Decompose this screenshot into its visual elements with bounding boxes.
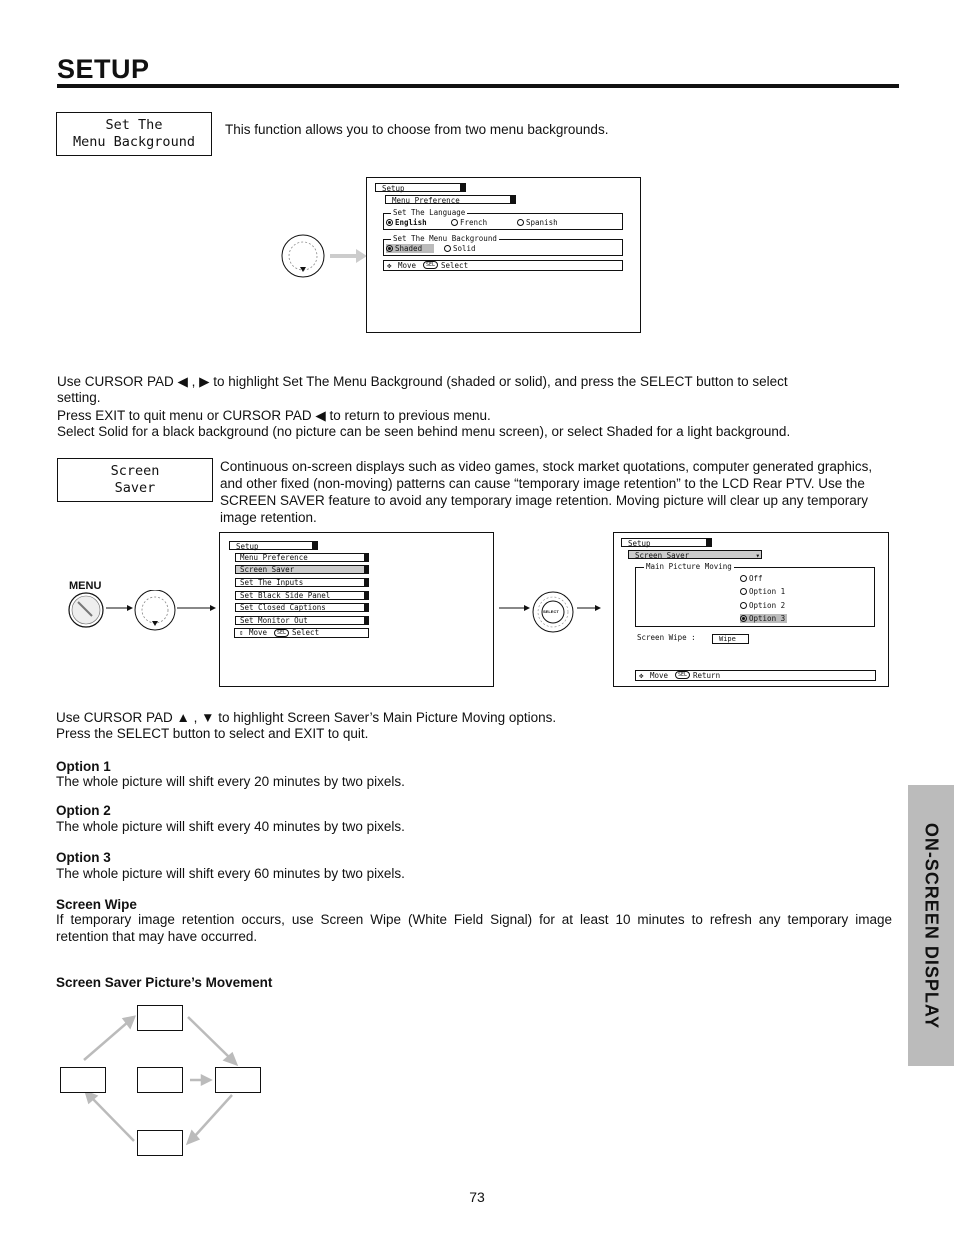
menu-item[interactable]: Menu Preference	[235, 553, 369, 562]
move-arrows-icon: ✥	[639, 671, 644, 680]
label-line: Saver	[114, 480, 156, 496]
movement-box-left	[60, 1067, 106, 1093]
background-group	[383, 234, 623, 256]
screen-wipe-heading: Screen Wipe	[56, 897, 137, 912]
option-1-heading: Option 1	[56, 759, 111, 774]
option-3-text: The whole picture will shift every 60 minutes by two pixels.	[56, 866, 405, 881]
movement-box-center	[137, 1067, 183, 1093]
option-2-heading: Option 2	[56, 803, 111, 818]
off-radio[interactable]: Off	[740, 574, 763, 583]
footer-move: Move	[249, 628, 268, 637]
move-arrows-icon: ✥	[387, 261, 392, 270]
menu-button-label: MENU	[69, 580, 102, 592]
screen-wipe-button[interactable]: Wipe	[712, 634, 749, 644]
screen-footer	[635, 670, 876, 681]
movement-box-bottom	[137, 1130, 183, 1156]
footer-select: Select	[441, 261, 469, 270]
footer-move: Move	[650, 671, 669, 680]
screen-footer	[383, 260, 623, 271]
section2-intro: Continuous on-screen displays such as video games, stock market quotations, computer generated graphics,	[220, 459, 873, 474]
language-group	[383, 208, 623, 230]
english-radio[interactable]: English	[386, 218, 427, 227]
screen-title-bar: Setup	[621, 538, 712, 547]
label-line: Set The	[105, 117, 163, 133]
menu-item[interactable]: Set Black Side Panel	[235, 591, 369, 600]
section-side-tab	[908, 785, 954, 1066]
screen-submenu-bar: Menu Preference	[385, 195, 516, 204]
side-tab-label: ON-SCREEN DISPLAY	[921, 822, 942, 1029]
main-picture-moving-group	[635, 562, 875, 627]
screen-title-bar: Setup	[375, 183, 466, 192]
section2-instruction: Press the SELECT button to select and EXIT to quit.	[56, 726, 369, 741]
screen-footer	[234, 628, 369, 638]
movement-box-right	[215, 1067, 261, 1093]
section2-instruction: Use CURSOR PAD ▲ , ▼ to highlight Screen Saver’s Main Picture Moving options.	[56, 710, 557, 725]
menu-item[interactable]: Set Monitor Out	[235, 616, 369, 625]
sel-button-icon: SEL	[274, 629, 289, 637]
page-number: 73	[469, 1189, 485, 1205]
section2-intro: and other fixed (non-moving) patterns can cause “temporary image retention” to the LCD Rear PTV. Use the	[220, 476, 865, 491]
updown-arrows-icon: ⇕	[239, 628, 244, 637]
set-menu-background-label	[56, 112, 212, 156]
section2-intro: SCREEN SAVER feature to avoid any temporary image retention. Moving picture will clear up any temporary	[220, 493, 869, 508]
footer-move: Move	[398, 261, 417, 270]
section1-instruction: setting.	[57, 390, 101, 405]
screen-wipe-text: If temporary image retention occurs, use Screen Wipe (White Field Signal) for at least 10 minutes to refresh any temporary image	[56, 912, 892, 927]
movement-box-top	[137, 1005, 183, 1031]
section1-intro: This function allows you to choose from two menu backgrounds.	[225, 122, 609, 137]
option-1-radio[interactable]: Option 1	[740, 587, 785, 596]
footer-return: Return	[693, 671, 721, 680]
section1-instruction: Select Solid for a black background (no picture can be seen behind menu screen), or select Shaded for a light background.	[57, 424, 791, 439]
french-radio[interactable]: French	[451, 218, 487, 227]
cursor-pad-icon	[280, 234, 370, 280]
sel-button-icon: SEL	[423, 261, 438, 269]
menu-item[interactable]: Set Closed Captions	[235, 603, 369, 612]
footer-select: Select	[292, 628, 320, 637]
menu-background-screen	[366, 177, 641, 333]
movement-heading: Screen Saver Picture’s Movement	[56, 975, 273, 990]
section2-intro: image retention.	[220, 510, 317, 525]
section1-instruction: Use CURSOR PAD ◀ , ▶ to highlight Set The Menu Background (shaded or solid), and press the SELECT button to select	[57, 374, 788, 389]
screen-wipe-label: Screen Wipe :	[637, 633, 696, 642]
background-group-label: Set The Menu Background	[393, 234, 497, 243]
menu-item[interactable]: Set The Inputs	[235, 578, 369, 587]
title-rule	[57, 84, 899, 88]
screen-saver-submenu: Screen Saver ▾	[628, 550, 762, 559]
screen-wipe-text: retention that may have occurred.	[56, 929, 258, 944]
sel-button-icon: SEL	[675, 671, 690, 679]
menu-button-icon	[66, 590, 226, 632]
section1-instruction: Press EXIT to quit menu or CURSOR PAD ◀ to return to previous menu.	[57, 408, 491, 423]
shaded-radio[interactable]: Shaded	[386, 244, 434, 253]
label-line: Screen	[110, 463, 160, 479]
screen-title-bar: Setup	[229, 541, 318, 550]
menu-item-selected[interactable]: Screen Saver	[235, 565, 369, 574]
spanish-radio[interactable]: Spanish	[517, 218, 558, 227]
screen-saver-screen	[613, 532, 889, 687]
option-1-text: The whole picture will shift every 20 minutes by two pixels.	[56, 774, 405, 789]
option-2-text: The whole picture will shift every 40 minutes by two pixels.	[56, 819, 405, 834]
solid-radio[interactable]: Solid	[444, 244, 476, 253]
label-line: Menu Background	[73, 134, 195, 150]
option-3-radio[interactable]: Option 3	[740, 614, 787, 623]
page-title: SETUP	[57, 54, 150, 84]
option-2-radio[interactable]: Option 2	[740, 601, 785, 610]
screen-saver-label	[57, 458, 213, 502]
option-3-heading: Option 3	[56, 850, 111, 865]
language-group-label: Set The Language	[393, 208, 466, 217]
chevron-down-icon: ▾	[755, 551, 760, 560]
select-label: SELECT	[543, 609, 559, 614]
setup-menu-screen	[219, 532, 494, 687]
main-picture-moving-label: Main Picture Moving	[646, 562, 732, 571]
